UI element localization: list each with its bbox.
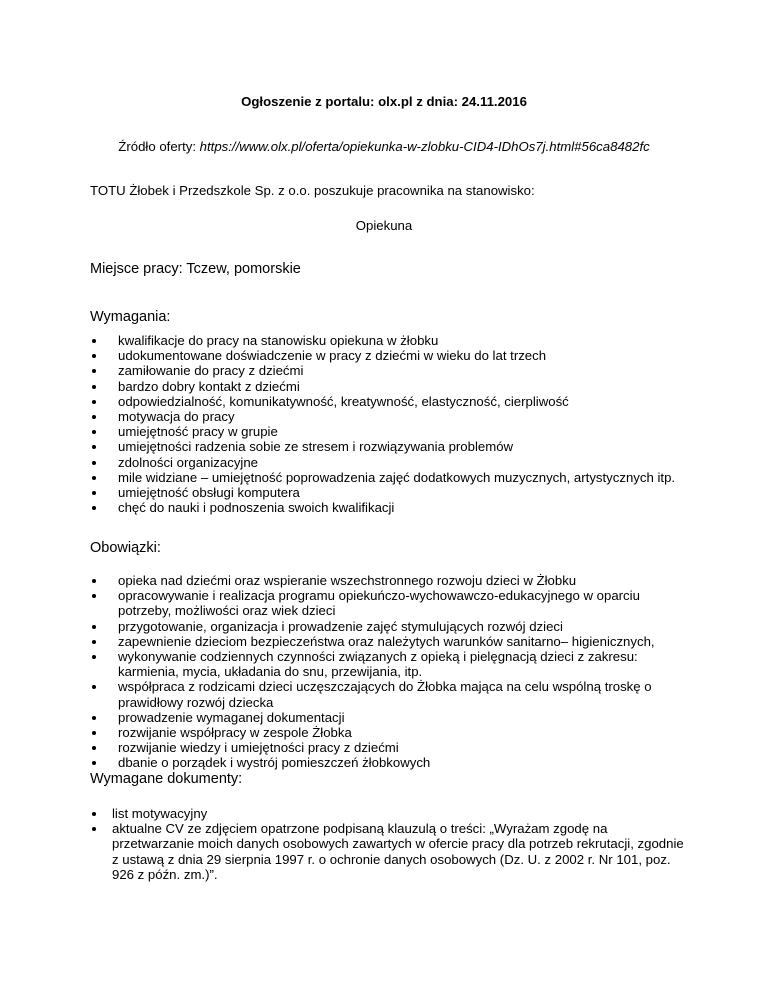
list-item: chęć do nauki i podnoszenia swoich kwalifikacji bbox=[90, 500, 690, 515]
list-item: przygotowanie, organizacja i prowadzenie zajęć stymulujących rozwój dzieci bbox=[90, 619, 690, 634]
list-item: opieka nad dziećmi oraz wspieranie wszechstronnego rozwoju dzieci w Żłobku bbox=[90, 573, 690, 588]
list-item: umiejętności radzenia sobie ze stresem i rozwiązywania problemów bbox=[90, 439, 690, 454]
list-item: bardzo dobry kontakt z dziećmi bbox=[90, 379, 690, 394]
list-item: zapewnienie dzieciom bezpieczeństwa oraz należytych warunków sanitarno– higienicznych, bbox=[90, 634, 690, 649]
source-url: https://www.olx.pl/oferta/opiekunka-w-zlobku-CID4-IDhOs7j.html#56ca8482fc bbox=[199, 139, 650, 154]
requirements-list bbox=[90, 333, 690, 515]
list-item: list motywacyjny bbox=[90, 806, 690, 821]
list-item: odpowiedzialność, komunikatywność, kreatywność, elastyczność, cierpliwość bbox=[90, 394, 690, 409]
duties-heading: Obowiązki: bbox=[90, 540, 161, 556]
source-line bbox=[0, 139, 768, 154]
intro-text: TOTU Żłobek i Przedszkole Sp. z o.o. poszukuje pracownika na stanowisko: bbox=[90, 183, 535, 198]
list-item: mile widziane – umiejętność poprowadzenia zajęć dodatkowych muzycznych, artystycznych itp. bbox=[90, 470, 690, 485]
list-item: umiejętność obsługi komputera bbox=[90, 485, 690, 500]
list-item: zamiłowanie do pracy z dziećmi bbox=[90, 363, 690, 378]
position-title: Opiekuna bbox=[355, 218, 413, 233]
list-item: motywacja do pracy bbox=[90, 409, 690, 424]
source-label: Źródło oferty: bbox=[118, 139, 200, 154]
work-location: Miejsce pracy: Tczew, pomorskie bbox=[90, 261, 301, 277]
list-item: dbanie o porządek i wystrój pomieszczeń żłobkowych bbox=[90, 755, 690, 770]
list-item: współpraca z rodzicami dzieci uczęszczających do Żłobka mająca na celu wspólną troskę o prawidłowy rozwój dziecka bbox=[90, 679, 690, 709]
duties-list bbox=[90, 573, 690, 771]
requirements-heading: Wymagania: bbox=[90, 309, 171, 325]
list-item: rozwijanie wiedzy i umiejętności pracy z dziećmi bbox=[90, 740, 690, 755]
list-item: umiejętność pracy w grupie bbox=[90, 424, 690, 439]
list-item: kwalifikacje do pracy na stanowisku opiekuna w żłobku bbox=[90, 333, 690, 348]
documents-heading: Wymagane dokumenty: bbox=[90, 771, 243, 787]
document-title: Ogłoszenie z portalu: olx.pl z dnia: 24.11.2016 bbox=[241, 94, 527, 109]
documents-list bbox=[90, 806, 690, 882]
list-item: rozwijanie współpracy w zespole Żłobka bbox=[90, 725, 690, 740]
list-item: wykonywanie codziennych czynności związanych z opieką i pielęgnacją dzieci z zakresu: karmienia, mycia, układania do snu, przewijania, itp. bbox=[90, 649, 690, 679]
list-item: prowadzenie wymaganej dokumentacji bbox=[90, 710, 690, 725]
list-item: udokumentowane doświadczenie w pracy z dziećmi w wieku do lat trzech bbox=[90, 348, 690, 363]
list-item: zdolności organizacyjne bbox=[90, 455, 690, 470]
list-item: opracowywanie i realizacja programu opiekuńczo-wychowawczo-edukacyjnego w oparciu potrzeby, możliwości oraz wiek dzieci bbox=[90, 588, 690, 618]
list-item: aktualne CV ze zdjęciem opatrzone podpisaną klauzulą o treści: „Wyrażam zgodę na przetwarzanie moich danych osobowych zawartych w ofercie pracy dla potrzeb rekrutacji, zgodnie z ustawą z dnia 29 sierpnia 1997 r. o ochronie danych osobowych (Dz. U. z 2002 r. Nr 101, poz. 926 z późn. zm.)”. bbox=[90, 821, 690, 882]
